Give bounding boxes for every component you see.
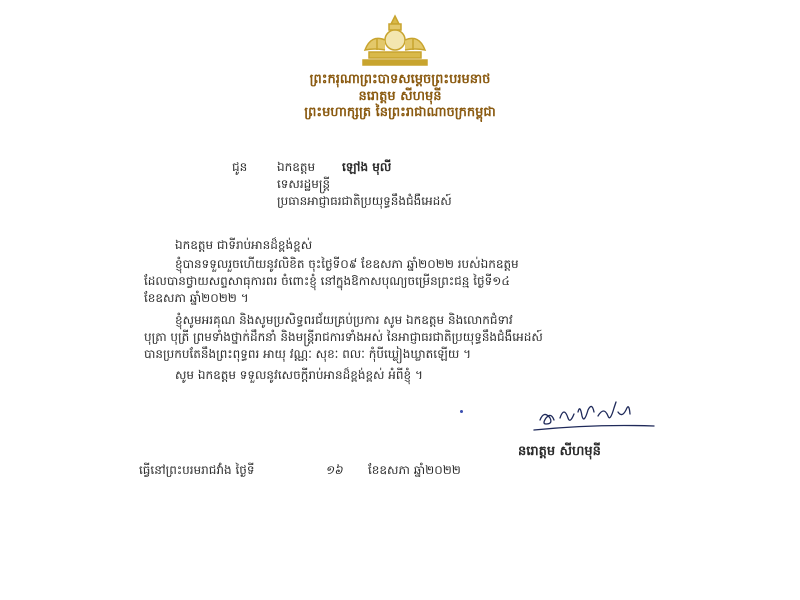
recipient-title: ឯកឧត្តម xyxy=(277,160,316,174)
ink-dot xyxy=(460,410,463,413)
recipient-prefix: ជូន xyxy=(232,160,248,174)
royal-emblem-icon xyxy=(355,14,435,68)
handwritten-signature xyxy=(528,398,658,438)
letterhead-line-2: នរោត្តម សីហមុនី xyxy=(358,89,442,104)
dateline-day: ១៦ xyxy=(325,463,343,477)
recipient-position: ប្រធានអាជ្ញាធរជាតិប្រយុទ្ធនឹងជំងឺអេដស៍ xyxy=(277,194,452,208)
recipient-name: ឡៅង មុលី xyxy=(342,160,392,174)
paragraph-1-line-1: ខ្ញុំបានទទួលរួចហើយនូវលិខិត ចុះថ្ងៃទី០៩ ខែឧសភា ឆ្នាំ២០២២ របស់ឯកឧត្តម xyxy=(175,257,519,271)
paragraph-1-line-3: ខែឧសភា ឆ្នាំ២០២២ ។ xyxy=(144,291,249,305)
paragraph-2-line-3: បានប្រកបតែនឹងព្រះពុទ្ធពរ អាយុ វណ្ណៈ សុខៈ ពលៈ កុំបីឃ្លៀងឃ្លាតឡើយ ។ xyxy=(144,347,472,361)
signatory-name: នរោត្តម សីហមុនី xyxy=(518,444,601,459)
salutation: ឯកឧត្តម ជាទីរាប់អានដ៏ខ្ពង់ខ្ពស់ xyxy=(175,238,313,252)
letterhead-line-3: ព្រះមហាក្សត្រ នៃព្រះរាជាណាចក្រកម្ពុជា xyxy=(304,105,496,120)
recipient-role: ទេសរដ្ឋមន្ត្រី xyxy=(277,177,331,191)
paragraph-2-line-2: បុត្រា បុត្រី ព្រមទាំងថ្នាក់ដឹកនាំ និងមន្ត្រីរាជការទាំងអស់ នៃអាជ្ញាធរជាតិប្រយុទ្ធនឹងជំងឺអេដស៍ xyxy=(144,330,543,344)
paragraph-1-line-2: ដែលបានថ្វាយសព្ទសាធុការពរ ចំពោះខ្ញុំ នៅក្នុងឱកាសបុណ្យចម្រើនព្រះជន្ម ថ្ងៃទី១៤ xyxy=(144,274,510,288)
letterhead-line-1: ព្រះករុណាព្រះបាទសម្តេចព្រះបរមនាថ xyxy=(309,72,491,87)
dateline-prefix: ធ្វើនៅព្រះបរមរាជវាំង ថ្ងៃទី xyxy=(139,463,255,477)
paragraph-2-line-1: ខ្ញុំសូមអរគុណ និងសូមប្រសិទ្ធពរជ័យគ្រប់ប្រការ សូម ឯកឧត្តម និងលោកជំទាវ xyxy=(175,313,513,327)
dateline-month-year: ខែឧសភា ឆ្នាំ២០២២ xyxy=(368,463,461,477)
paragraph-3: សូម ឯកឧត្តម ទទួលនូវសេចក្តីរាប់អានដ៏ខ្ពង់ខ្ពស់ អំពីខ្ញុំ ។ xyxy=(175,368,423,382)
